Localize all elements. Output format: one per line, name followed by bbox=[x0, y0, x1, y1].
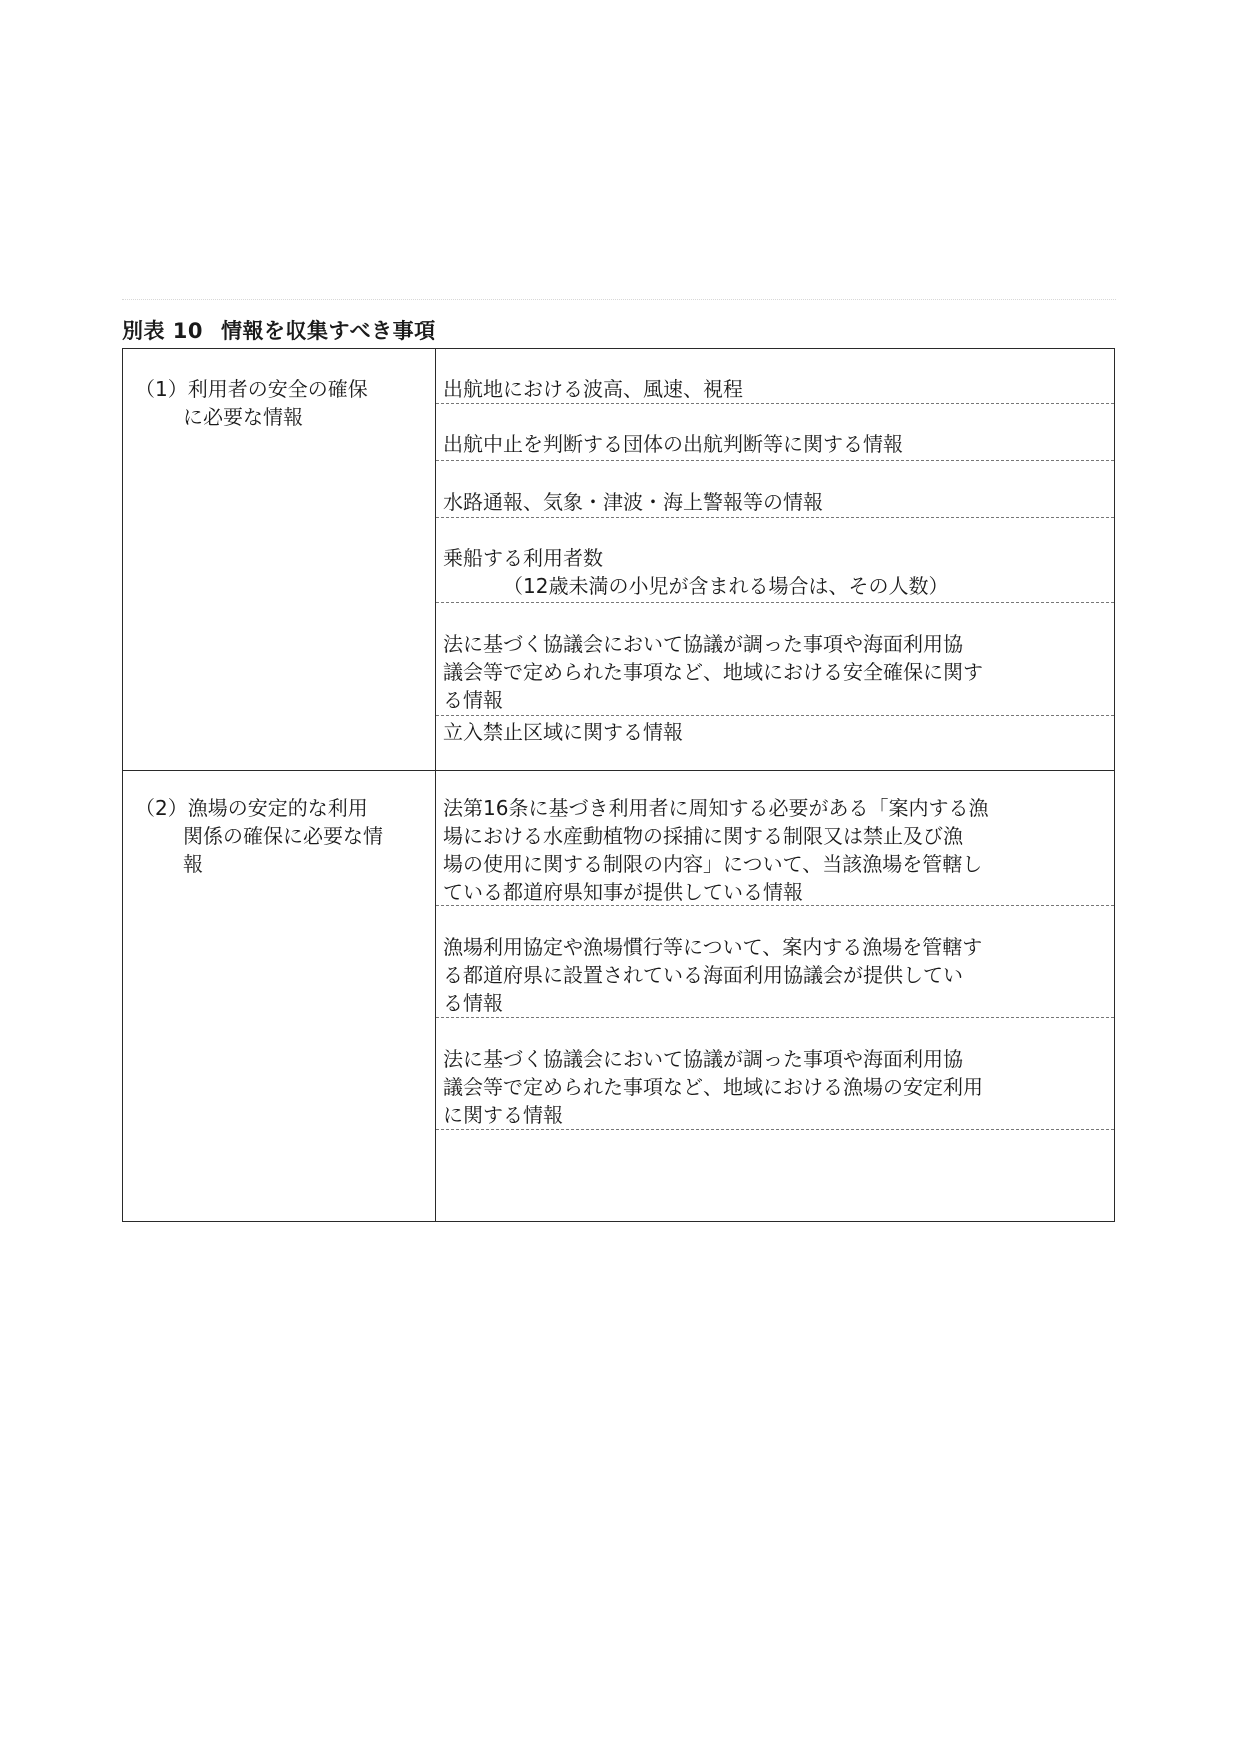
top-separator bbox=[122, 299, 1116, 300]
list-item: 水路通報、気象・津波・海上警報等の情報 bbox=[436, 461, 1114, 518]
list-item: 法に基づく協議会において協議が調った事項や海面利用協 議会等で定められた事項など、地域における漁場の安定利用 に関する情報 bbox=[436, 1018, 1114, 1130]
category-line: （2）漁場の安定的な利用 bbox=[135, 796, 368, 820]
category-fishery bbox=[135, 794, 433, 878]
information-table bbox=[122, 348, 1115, 1222]
list-item: 法に基づく協議会において協議が調った事項や海面利用協 議会等で定められた事項など、地域における安全確保に関す る情報 bbox=[436, 603, 1114, 716]
list-item: 出航地における波高、風速、視程 bbox=[436, 375, 1114, 404]
list-item-empty bbox=[436, 1130, 1114, 1210]
document-title bbox=[122, 318, 436, 344]
list-item: 漁場利用協定や漁場慣行等について、案内する漁場を管轄す る都道府県に設置されている海面利用協議会が提供してい る情報 bbox=[436, 906, 1114, 1018]
section-fishery-items bbox=[436, 794, 1114, 1210]
list-item: 乗船する利用者数 （12歳未満の小児が含まれる場合は、その人数） bbox=[436, 518, 1114, 603]
section-safety-items bbox=[436, 375, 1114, 756]
category-safety bbox=[135, 375, 433, 431]
table-title: 情報を収集すべき事項 bbox=[221, 319, 436, 343]
category-line: （1）利用者の安全の確保 bbox=[135, 377, 368, 401]
table-number: 別表 10 bbox=[122, 319, 204, 343]
category-line: 報 bbox=[183, 852, 203, 876]
list-item: 法第16条に基づき利用者に周知する必要がある「案内する漁 場における水産動植物の採捕に関する制限又は禁止及び漁 場の使用に関する制限の内容」について、当該漁場を管轄し ている都道府県知事が提供している情報 bbox=[436, 794, 1114, 906]
category-line: 関係の確保に必要な情 bbox=[183, 824, 383, 848]
list-item: 立入禁止区域に関する情報 bbox=[443, 720, 683, 744]
list-item: 出航中止を判断する団体の出航判断等に関する情報 bbox=[436, 404, 1114, 461]
category-line: に必要な情報 bbox=[183, 405, 303, 429]
section-divider bbox=[123, 770, 1114, 771]
